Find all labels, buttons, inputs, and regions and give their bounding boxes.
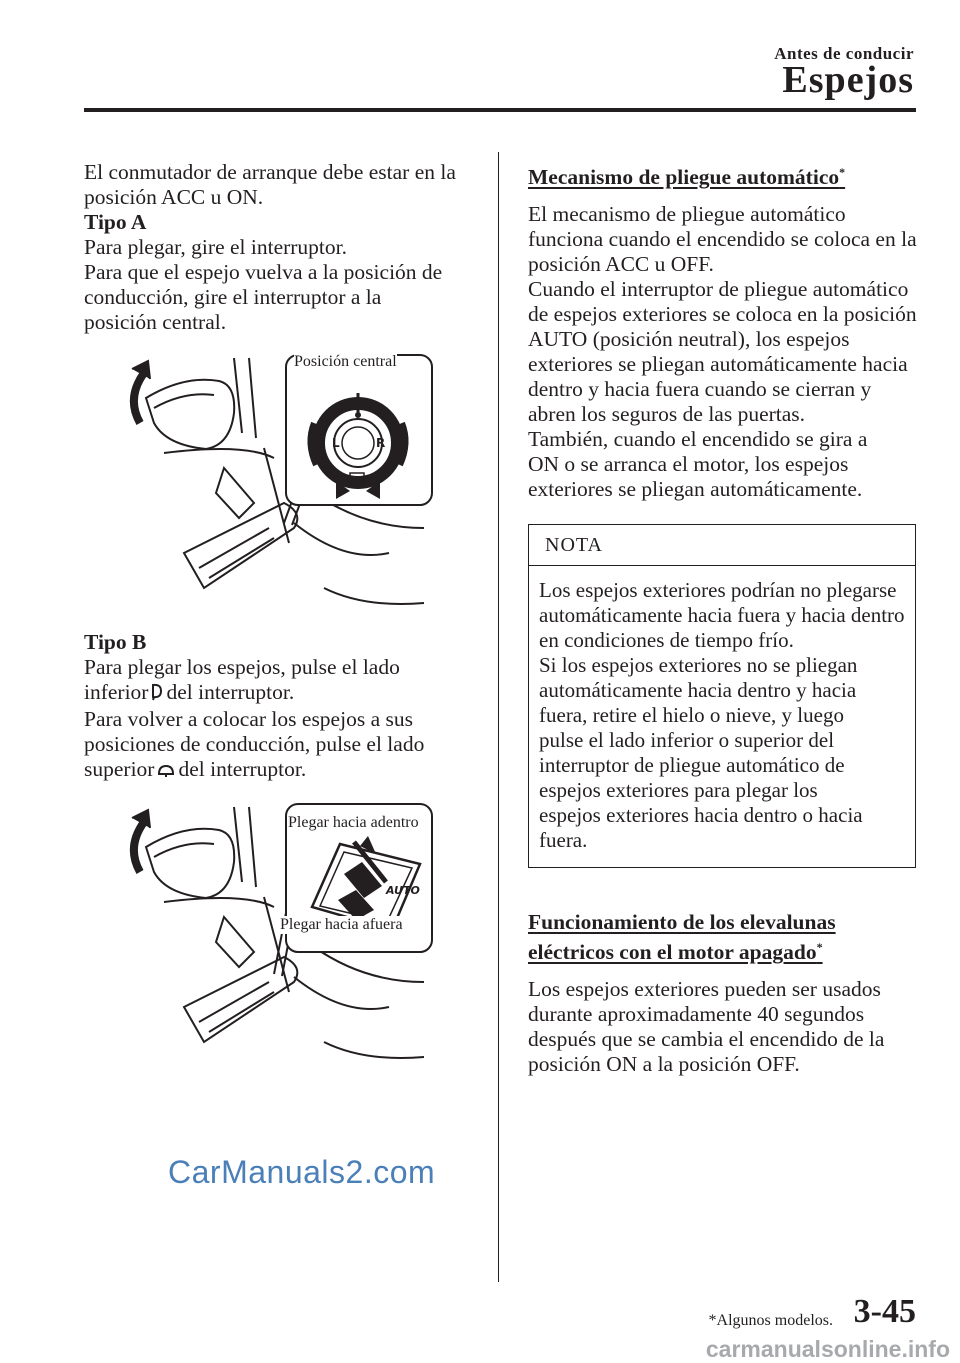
paragraph-elevalunas: Los espejos exteriores pueden ser usados durante aproximadamente 40 segundos después que se cambia el encendido de la posición ON a la posición OFF. bbox=[528, 977, 885, 1077]
heading-elevalunas bbox=[528, 910, 918, 965]
knob-letter-r: R bbox=[376, 436, 386, 450]
paragraph-pliegue-2: Cuando el interruptor de pliegue automático de espejos exteriores se coloca en la posición AUTO (posición neutral), los espejos exteriores se pliegan automáticamente hacia dentro y hacia fuera cuando se cierran y abren los seguros de las puertas. bbox=[528, 277, 917, 427]
heading-elevalunas-line2-text: eléctricos con el motor apagado bbox=[528, 940, 817, 965]
tipo-b-text-2a: Para volver a colocar los espejos a sus posiciones de conducción, pulse el lado superior bbox=[84, 707, 425, 781]
knob-letter-l: L bbox=[332, 436, 340, 450]
heading-pliegue-automatico-text: Mecanismo de pliegue automático bbox=[528, 165, 840, 190]
label-plegar-adentro: Plegar hacia adentro bbox=[288, 814, 419, 831]
page-number: 3-45 bbox=[853, 1293, 916, 1330]
tipo-b-text-2 bbox=[84, 707, 459, 784]
column-divider bbox=[498, 152, 499, 1282]
paragraph-pliegue-1: El mecanismo de pliegue automático funciona cuando el encendido se coloca en la posición ACC u OFF. bbox=[528, 202, 917, 277]
note-box bbox=[528, 524, 916, 868]
tipo-a-text-2: Para que el espejo vuelva a la posición de conducción, gire el interruptor a la posición central. bbox=[84, 260, 443, 334]
note-paragraph-1: Los espejos exteriores podrían no plegarse automáticamente hacia fuera y hacia dentro en condiciones de tiempo frío. bbox=[539, 578, 905, 653]
watermark-carmanualsonline: carmanualsonline.info bbox=[705, 1336, 950, 1362]
tipo-b-text-2b: del interruptor. bbox=[178, 757, 307, 781]
heading-elevalunas-line2 bbox=[528, 935, 918, 965]
note-paragraph-2: Si los espejos exteriores no se pliegan automáticamente hacia dentro y hacia fuera, retire el hielo o nieve, y luego pulse el lado inferior o superior del interruptor de pliegue automático de espejos exteriores para plegar los espejos exteriores hacia dentro o hacia fuera. bbox=[539, 653, 863, 853]
header-rule bbox=[84, 108, 916, 112]
figure-tipo-b bbox=[124, 802, 434, 1072]
door-mirror-knob-illustration bbox=[124, 353, 434, 618]
label-posicion-central: Posición central bbox=[294, 353, 397, 370]
left-column bbox=[84, 160, 484, 1072]
paragraph-pliegue-3: También, cuando el encendido se gira a ON o se arranca el motor, los espejos exteriores se pliegan automáticamente. bbox=[528, 427, 868, 502]
switch-auto-text: AUTO bbox=[386, 884, 420, 897]
label-plegar-afuera: Plegar hacia afuera bbox=[280, 916, 403, 933]
heading-pliegue-automatico bbox=[528, 160, 918, 190]
heading-elevalunas-line1: Funcionamiento de los elevalunas bbox=[528, 910, 836, 935]
note-body bbox=[529, 566, 915, 867]
figure-tipo-a bbox=[124, 353, 434, 618]
fold-mirror-icon bbox=[151, 682, 163, 707]
unfold-mirror-icon bbox=[157, 759, 175, 784]
tipo-b-heading: Tipo B bbox=[84, 630, 147, 654]
tipo-b-text-1 bbox=[84, 655, 454, 707]
watermark-carmanuals2: CarManuals2.com bbox=[168, 1154, 436, 1190]
door-mirror-switch-illustration bbox=[124, 802, 434, 1072]
section-name: Antes de conducir bbox=[774, 44, 914, 63]
tipo-b-text-1b: del interruptor. bbox=[166, 680, 295, 704]
footnote-mark: * bbox=[839, 165, 846, 179]
tipo-a-text-1: Para plegar, gire el interruptor. bbox=[84, 235, 348, 259]
note-title: NOTA bbox=[529, 525, 915, 566]
footnote-algunos-modelos: *Algunos modelos. bbox=[708, 1312, 833, 1329]
tipo-a-heading: Tipo A bbox=[84, 210, 147, 234]
right-column bbox=[528, 160, 918, 1077]
tipo-b-text-1a: Para plegar los espejos, pulse el lado inferior bbox=[84, 655, 400, 704]
footnote-mark-2: * bbox=[816, 940, 823, 955]
page-title: Espejos bbox=[782, 59, 914, 101]
paragraph-ignition: El conmutador de arranque debe estar en la posición ACC u ON. bbox=[84, 160, 456, 209]
